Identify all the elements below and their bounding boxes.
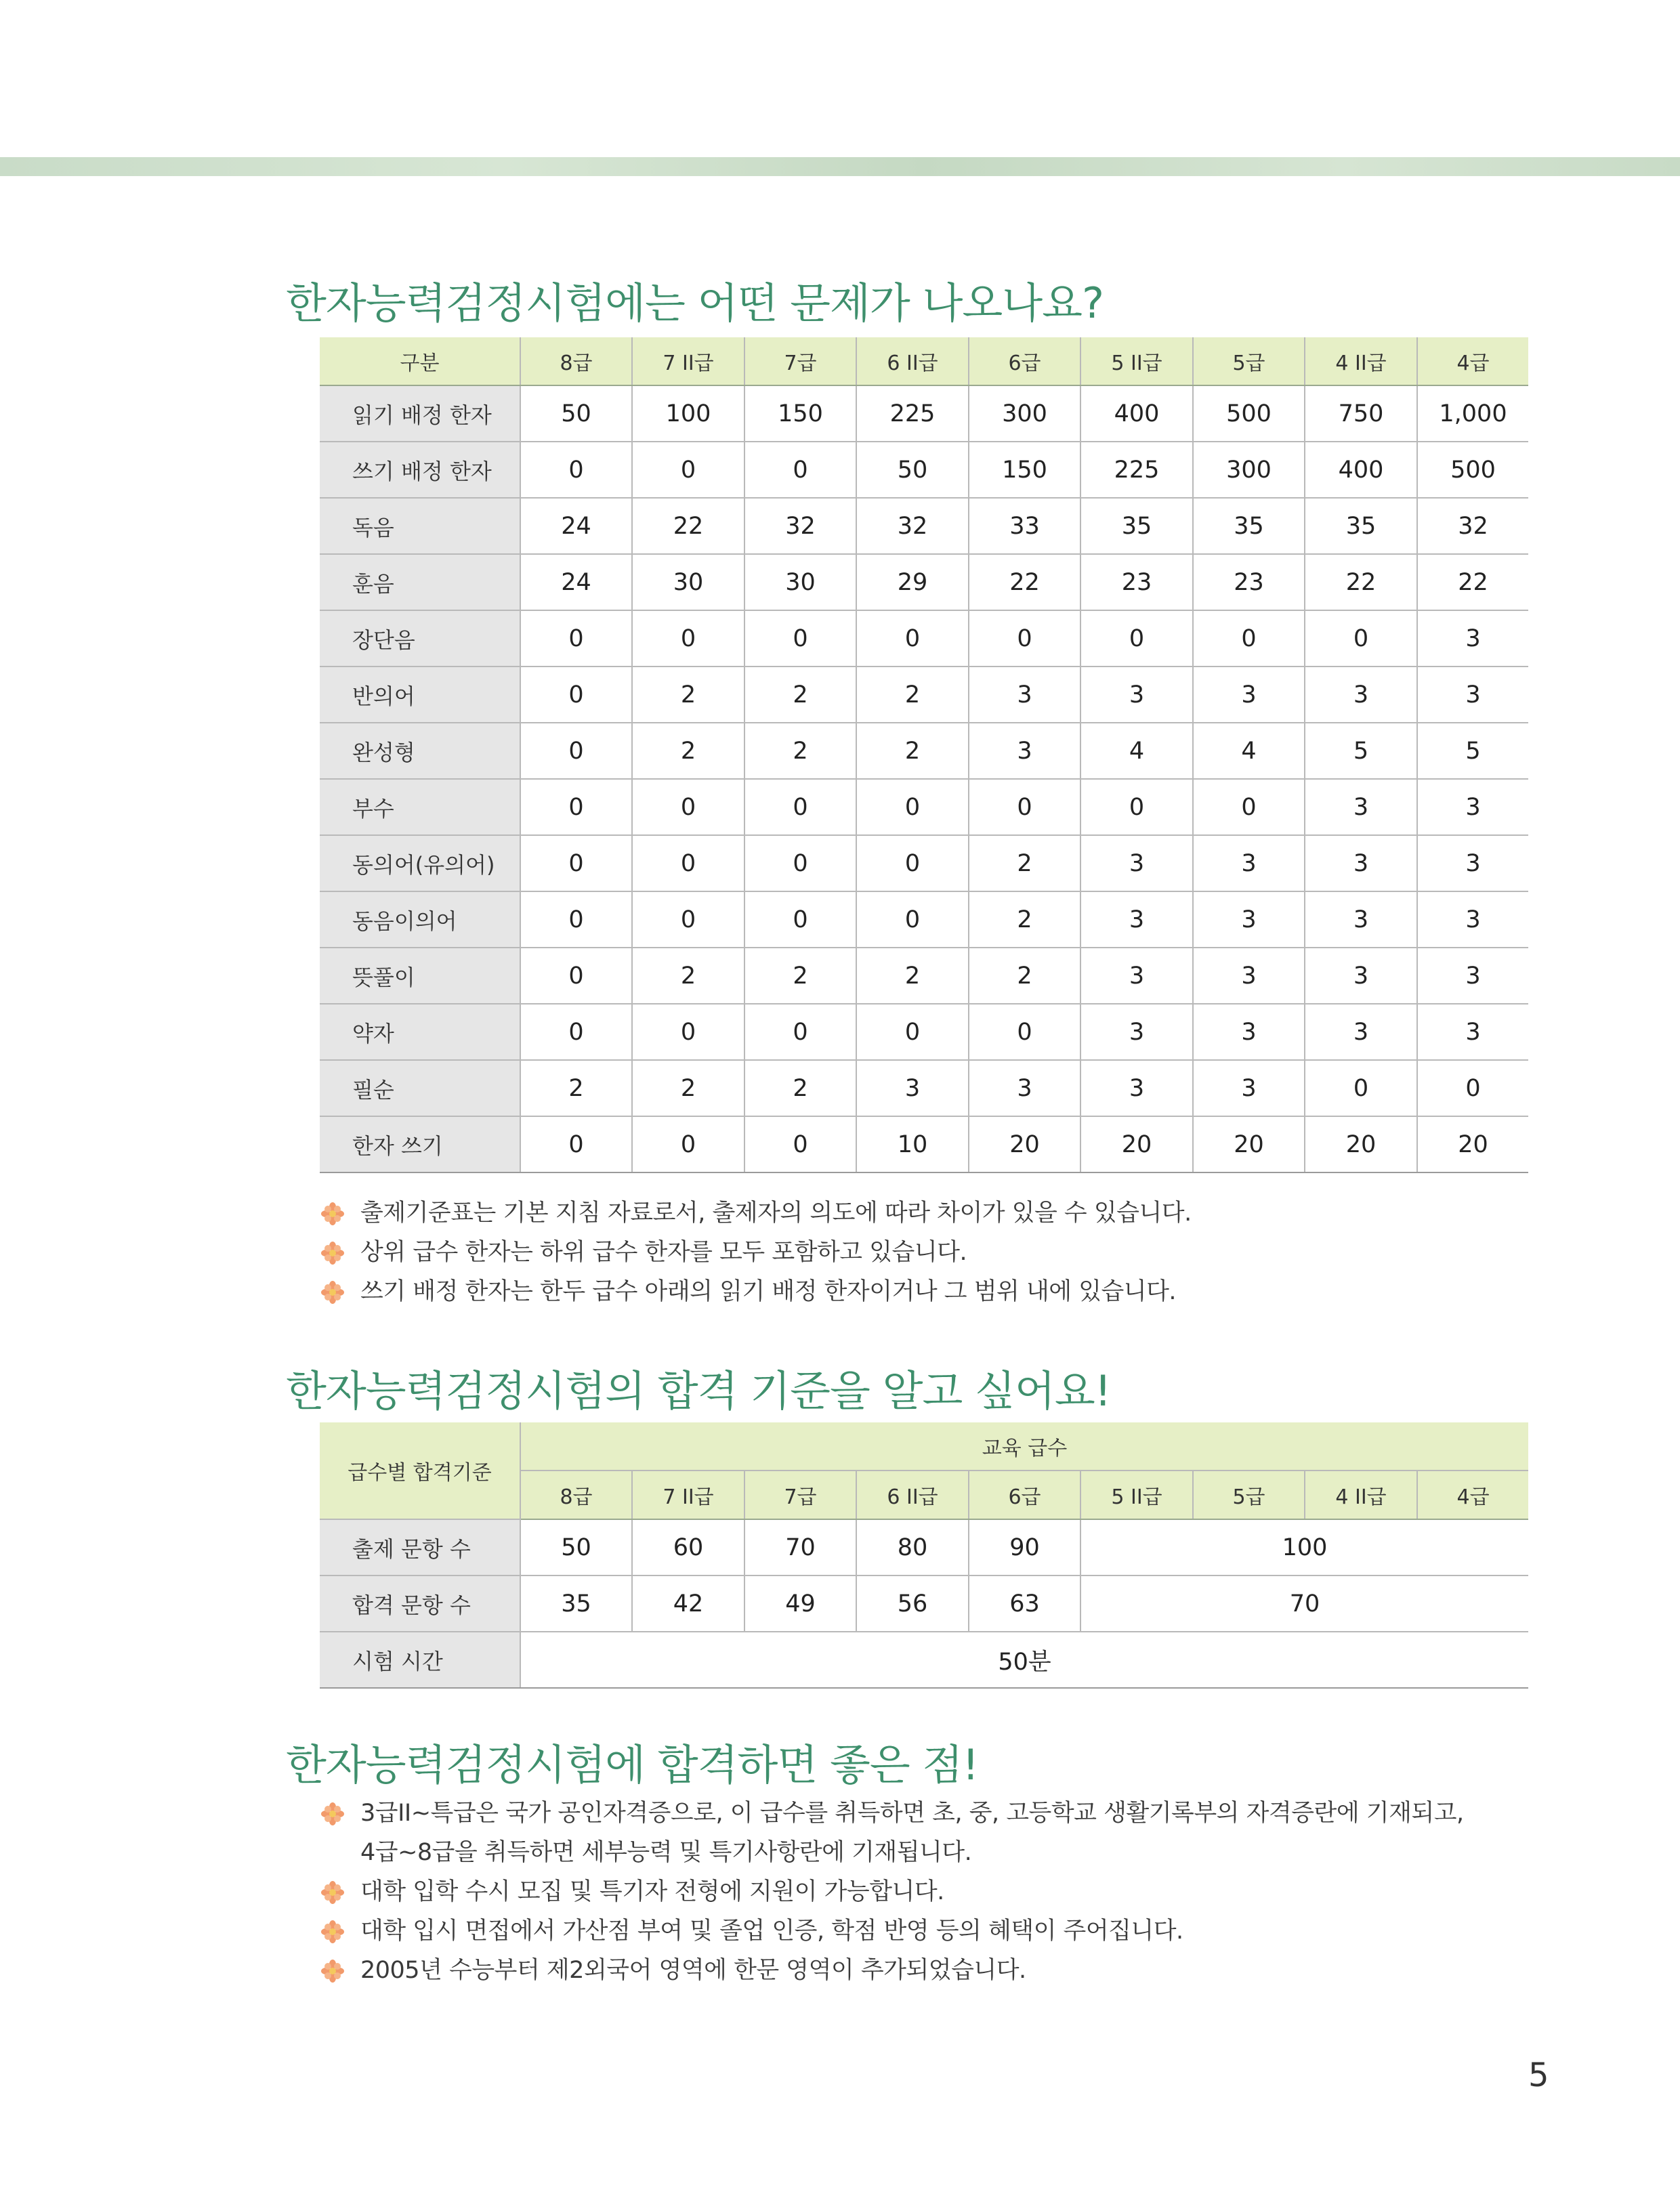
flower-icon (321, 1920, 344, 1943)
table-cell: 750 (1305, 385, 1417, 442)
note-text: 쓰기 배정 한자는 한두 급수 아래의 읽기 배정 한자이거나 그 범위 내에 있습니다. (360, 1278, 1177, 1305)
table-row (320, 891, 1528, 948)
section-title-pass-criteria: 한자능력검정시험의 합격 기준을 알고 싶어요! (286, 1366, 1111, 1416)
table-cell: 3 (1305, 948, 1417, 1004)
table-cell: 24 (520, 498, 632, 554)
table-cell: 3 (856, 1060, 969, 1116)
benefit-item (317, 1911, 1464, 1951)
grade-header: 4 II급 (1305, 1471, 1417, 1519)
table-cell: 0 (744, 779, 856, 835)
table-cell: 50 (856, 442, 969, 498)
merged-cell: 70 (1080, 1575, 1528, 1632)
table-cell: 0 (1193, 610, 1305, 667)
header-cell: 5 II급 (1080, 337, 1193, 385)
table-cell: 0 (520, 891, 632, 948)
table-cell: 20 (1305, 1116, 1417, 1172)
table-cell: 60 (632, 1519, 744, 1575)
decorative-top-band (0, 157, 1680, 176)
table-cell: 0 (520, 610, 632, 667)
table-cell: 0 (856, 1004, 969, 1060)
table-cell: 3 (1305, 779, 1417, 835)
table-cell: 70 (744, 1519, 856, 1575)
note-item (317, 1233, 1192, 1272)
row-label: 훈음 (320, 554, 520, 610)
header-cell: 구분 (320, 337, 520, 385)
table-cell: 0 (632, 1004, 744, 1060)
table-cell: 3 (1417, 667, 1528, 723)
table-cell: 2 (969, 835, 1080, 891)
benefit-text: 대학 입시 면접에서 가산점 부여 및 졸업 인증, 학점 반영 등의 혜택이 주어집니다. (360, 1918, 1183, 1945)
table-cell: 30 (632, 554, 744, 610)
table-row (320, 835, 1528, 891)
table-cell: 0 (744, 610, 856, 667)
table-cell: 2 (856, 723, 969, 779)
table-cell: 3 (1417, 891, 1528, 948)
table-cell: 2 (969, 948, 1080, 1004)
header-cell: 4급 (1417, 337, 1528, 385)
table-cell: 30 (744, 554, 856, 610)
table-cell: 63 (969, 1575, 1080, 1632)
table-cell: 0 (856, 835, 969, 891)
table-row (320, 1116, 1528, 1172)
table-cell: 80 (856, 1519, 969, 1575)
table-cell: 225 (1080, 442, 1193, 498)
table-row (320, 948, 1528, 1004)
table-cell: 50 (520, 385, 632, 442)
row-label: 시험 시간 (320, 1632, 520, 1688)
table-cell: 3 (1080, 835, 1193, 891)
row-label: 필순 (320, 1060, 520, 1116)
table-cell: 5 (1305, 723, 1417, 779)
benefit-continuation (317, 1833, 1464, 1872)
grade-header: 8급 (520, 1471, 632, 1519)
table-cell: 3 (1305, 1004, 1417, 1060)
table-cell: 2 (744, 667, 856, 723)
table-cell: 35 (1080, 498, 1193, 554)
table-cell: 3 (1193, 835, 1305, 891)
table-cell: 35 (1305, 498, 1417, 554)
table-cell: 5 (1417, 723, 1528, 779)
row-label: 합격 문항 수 (320, 1575, 520, 1632)
table-cell: 2 (632, 723, 744, 779)
merged-cell: 100 (1080, 1519, 1528, 1575)
table-cell: 42 (632, 1575, 744, 1632)
flower-icon (321, 1802, 344, 1825)
page-number: 5 (1528, 2056, 1549, 2094)
table-cell: 3 (1080, 891, 1193, 948)
table-cell: 3 (1193, 948, 1305, 1004)
table-cell: 3 (1080, 948, 1193, 1004)
table-cell: 0 (632, 891, 744, 948)
table-cell: 225 (856, 385, 969, 442)
table-row (320, 498, 1528, 554)
header-cell: 6 II급 (856, 337, 969, 385)
row-label: 한자 쓰기 (320, 1116, 520, 1172)
benefits-list (317, 1794, 1464, 1990)
grade-header: 6 II급 (856, 1471, 969, 1519)
table-cell: 0 (520, 835, 632, 891)
table-cell: 3 (1193, 891, 1305, 948)
corner-header: 급수별 합격기준 (320, 1422, 520, 1519)
table-cell: 2 (744, 723, 856, 779)
table-cell: 0 (744, 835, 856, 891)
table-cell: 0 (1417, 1060, 1528, 1116)
table-cell: 3 (969, 723, 1080, 779)
table-row (320, 554, 1528, 610)
table-cell: 2 (632, 1060, 744, 1116)
table-cell: 23 (1193, 554, 1305, 610)
table-cell: 0 (520, 1116, 632, 1172)
table-cell: 0 (744, 442, 856, 498)
table-cell: 32 (856, 498, 969, 554)
table-cell: 20 (1193, 1116, 1305, 1172)
table-cell: 0 (1080, 610, 1193, 667)
row-label: 장단음 (320, 610, 520, 667)
table-cell: 3 (1193, 667, 1305, 723)
table-cell: 0 (520, 723, 632, 779)
benefit-item (317, 1794, 1464, 1833)
table-cell: 3 (1305, 835, 1417, 891)
table-cell: 3 (1417, 948, 1528, 1004)
row-label: 독음 (320, 498, 520, 554)
grade-header: 7급 (744, 1471, 856, 1519)
table-cell: 2 (969, 891, 1080, 948)
table-cell: 33 (969, 498, 1080, 554)
table-cell: 150 (969, 442, 1080, 498)
section-title-benefits: 한자능력검정시험에 합격하면 좋은 점! (286, 1740, 979, 1790)
table-cell: 3 (1193, 1060, 1305, 1116)
header-cell: 5급 (1193, 337, 1305, 385)
table-cell: 0 (520, 948, 632, 1004)
section-title-exam-questions: 한자능력검정시험에는 어떤 문제가 나오나요? (286, 278, 1104, 328)
table-cell: 0 (1305, 610, 1417, 667)
benefit-text: 4급~8급을 취득하면 세부능력 및 특기사항란에 기재됩니다. (360, 1839, 972, 1866)
table-cell: 3 (1417, 610, 1528, 667)
table-cell: 29 (856, 554, 969, 610)
table-cell: 0 (520, 779, 632, 835)
merged-cell: 50분 (520, 1632, 1528, 1688)
table-cell: 4 (1080, 723, 1193, 779)
benefit-text: 2005년 수능부터 제2외국어 영역에 한문 영역이 추가되었습니다. (360, 1957, 1026, 1984)
table-cell: 0 (632, 835, 744, 891)
table-group-header-row (320, 1422, 1528, 1471)
table-cell: 56 (856, 1575, 969, 1632)
table-cell: 2 (856, 948, 969, 1004)
table-cell: 2 (744, 948, 856, 1004)
grade-header: 5급 (1193, 1471, 1305, 1519)
row-label: 읽기 배정 한자 (320, 385, 520, 442)
table-cell: 0 (969, 779, 1080, 835)
table-cell: 150 (744, 385, 856, 442)
table-cell: 0 (632, 779, 744, 835)
table-cell: 2 (632, 667, 744, 723)
table-cell: 35 (1193, 498, 1305, 554)
table-row (320, 385, 1528, 442)
flower-icon (321, 1881, 344, 1904)
table-cell: 0 (744, 1004, 856, 1060)
table-cell: 0 (632, 1116, 744, 1172)
grade-header: 6급 (969, 1471, 1080, 1519)
table-row (320, 610, 1528, 667)
flower-icon (321, 1281, 344, 1304)
note-text: 출제기준표는 기본 지침 자료로서, 출제자의 의도에 따라 차이가 있을 수 있습니다. (360, 1200, 1192, 1227)
table-row (320, 1004, 1528, 1060)
grade-header: 5 II급 (1080, 1471, 1193, 1519)
table-row (320, 1060, 1528, 1116)
table-cell: 32 (1417, 498, 1528, 554)
table-cell: 0 (969, 1004, 1080, 1060)
header-cell: 4 II급 (1305, 337, 1417, 385)
header-cell: 8급 (520, 337, 632, 385)
table-cell: 0 (632, 442, 744, 498)
table-cell: 500 (1417, 442, 1528, 498)
question-criteria-table (320, 337, 1528, 1173)
table-cell: 3 (969, 1060, 1080, 1116)
table-cell: 23 (1080, 554, 1193, 610)
table-cell: 100 (632, 385, 744, 442)
header-cell: 7급 (744, 337, 856, 385)
table-cell: 500 (1193, 385, 1305, 442)
table-cell: 50 (520, 1519, 632, 1575)
note-item (317, 1193, 1192, 1233)
table-cell: 20 (1080, 1116, 1193, 1172)
table-cell: 10 (856, 1116, 969, 1172)
table-cell: 3 (1417, 835, 1528, 891)
table-cell: 1,000 (1417, 385, 1528, 442)
table-cell: 35 (520, 1575, 632, 1632)
row-label: 반의어 (320, 667, 520, 723)
table-row (320, 1519, 1528, 1575)
table-cell: 22 (969, 554, 1080, 610)
table-cell: 300 (969, 385, 1080, 442)
row-label: 출제 문항 수 (320, 1519, 520, 1575)
notes-list (317, 1193, 1192, 1311)
table-cell: 22 (1305, 554, 1417, 610)
pass-criteria-table (320, 1422, 1528, 1689)
table-cell: 22 (1417, 554, 1528, 610)
table-cell: 0 (744, 1116, 856, 1172)
benefit-item (317, 1951, 1464, 1990)
table-cell: 3 (1080, 1060, 1193, 1116)
benefit-text: 대학 입학 수시 모집 및 특기자 전형에 지원이 가능합니다. (360, 1878, 944, 1905)
table-cell: 0 (1080, 779, 1193, 835)
table-cell: 3 (1417, 1004, 1528, 1060)
table-row (320, 723, 1528, 779)
table-cell: 0 (632, 610, 744, 667)
table-cell: 3 (1417, 779, 1528, 835)
row-label: 동음이의어 (320, 891, 520, 948)
table-row (320, 1632, 1528, 1688)
flower-icon (321, 1242, 344, 1265)
table-header-row (320, 337, 1528, 385)
grade-header: 7 II급 (632, 1471, 744, 1519)
grade-header: 4급 (1417, 1471, 1528, 1519)
table-cell: 2 (520, 1060, 632, 1116)
flower-icon (321, 1202, 344, 1225)
table-cell: 400 (1080, 385, 1193, 442)
table-cell: 0 (1193, 779, 1305, 835)
table-cell: 3 (1080, 1004, 1193, 1060)
note-text: 상위 급수 한자는 하위 급수 한자를 모두 포함하고 있습니다. (360, 1239, 967, 1266)
table-cell: 22 (632, 498, 744, 554)
table-cell: 0 (1305, 1060, 1417, 1116)
row-label: 동의어(유의어) (320, 835, 520, 891)
header-cell: 7 II급 (632, 337, 744, 385)
table-cell: 90 (969, 1519, 1080, 1575)
table-cell: 49 (744, 1575, 856, 1632)
table-cell: 3 (1305, 667, 1417, 723)
table-row (320, 779, 1528, 835)
group-header: 교육 급수 (520, 1422, 1528, 1471)
benefit-text: 3급II~특급은 국가 공인자격증으로, 이 급수를 취득하면 초, 중, 고등학교 생활기록부의 자격증란에 기재되고, (360, 1800, 1464, 1827)
row-label: 부수 (320, 779, 520, 835)
row-label: 쓰기 배정 한자 (320, 442, 520, 498)
table-cell: 300 (1193, 442, 1305, 498)
table-cell: 3 (1080, 667, 1193, 723)
table-cell: 20 (1417, 1116, 1528, 1172)
table-cell: 0 (969, 610, 1080, 667)
row-label: 뜻풀이 (320, 948, 520, 1004)
table-row (320, 442, 1528, 498)
table-cell: 4 (1193, 723, 1305, 779)
table-cell: 20 (969, 1116, 1080, 1172)
table-cell: 3 (1193, 1004, 1305, 1060)
table-cell: 3 (969, 667, 1080, 723)
note-item (317, 1272, 1192, 1311)
table-cell: 0 (520, 1004, 632, 1060)
table-cell: 0 (856, 891, 969, 948)
table-cell: 24 (520, 554, 632, 610)
table-cell: 2 (632, 948, 744, 1004)
table-cell: 0 (520, 442, 632, 498)
table-cell: 0 (520, 667, 632, 723)
row-label: 약자 (320, 1004, 520, 1060)
table-row (320, 667, 1528, 723)
table-cell: 0 (856, 610, 969, 667)
row-label: 완성형 (320, 723, 520, 779)
benefit-item (317, 1872, 1464, 1911)
table-cell: 0 (856, 779, 969, 835)
table-cell: 32 (744, 498, 856, 554)
table-cell: 400 (1305, 442, 1417, 498)
table-row (320, 1575, 1528, 1632)
table-cell: 2 (744, 1060, 856, 1116)
table-cell: 0 (744, 891, 856, 948)
table-cell: 3 (1305, 891, 1417, 948)
flower-icon (321, 1960, 344, 1983)
table-cell: 2 (856, 667, 969, 723)
header-cell: 6급 (969, 337, 1080, 385)
